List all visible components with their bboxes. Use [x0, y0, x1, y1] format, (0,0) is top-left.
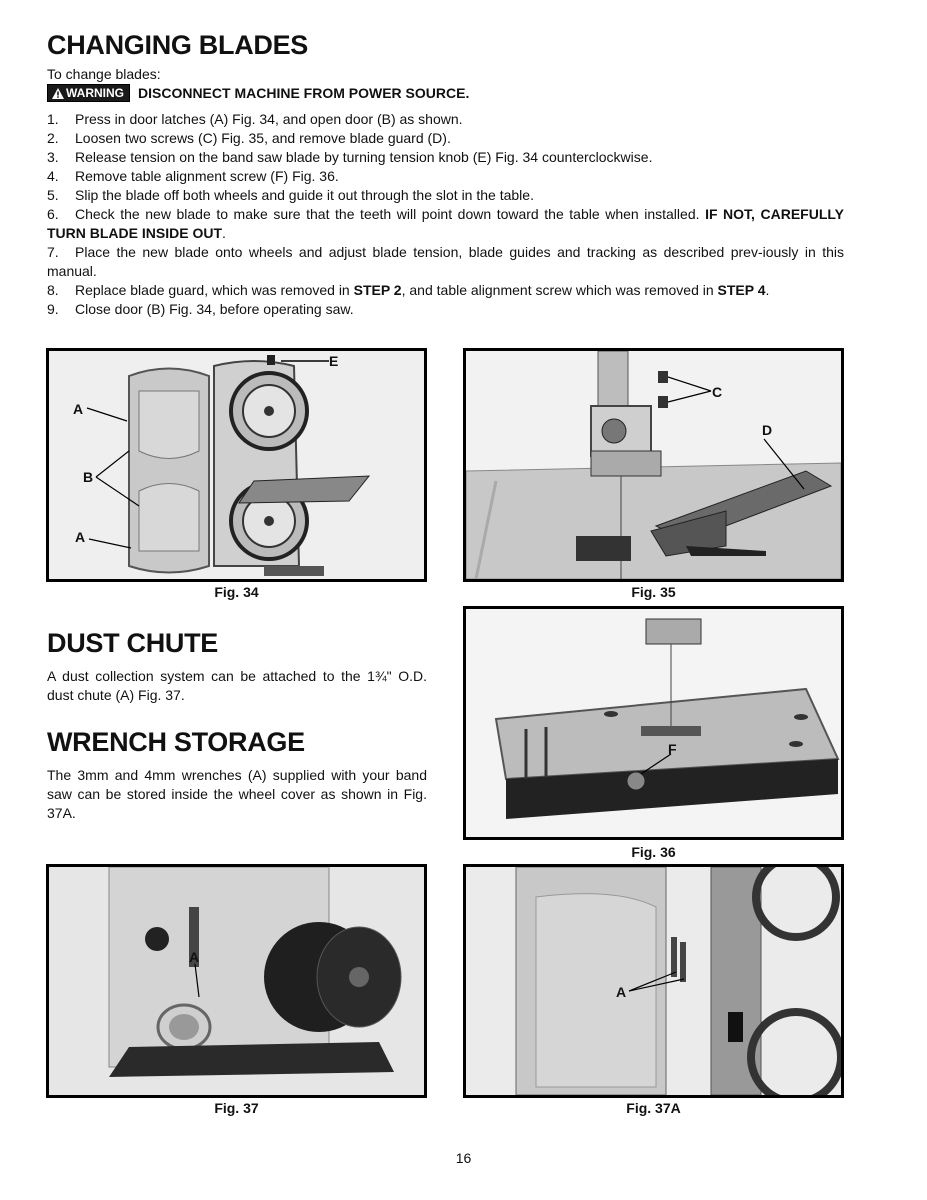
callout-a-top: A: [73, 401, 84, 417]
section-title-dust-chute: DUST CHUTE: [47, 628, 218, 658]
figure-37a-photo: [463, 864, 844, 1098]
figure-37-caption: Fig. 37: [214, 1100, 259, 1116]
warning-triangle-icon: [52, 88, 64, 99]
warning-text: DISCONNECT MACHINE FROM POWER SOURCE.: [138, 85, 470, 101]
step-6: 6. Check the new blade to make sure that the teeth will point down toward the table when installed. IF NOT, CAREFULLY TURN BLADE INSIDE OUT.: [47, 206, 844, 241]
section-title-changing-blades: CHANGING BLADES: [47, 30, 309, 60]
callout-d: D: [762, 422, 773, 438]
step-3: 3. Release tension on the band saw blade by turning tension knob (E) Fig. 34 counterclockwise.: [47, 149, 653, 165]
callout-a-bottom: A: [75, 529, 86, 545]
step-2: 2. Loosen two screws (C) Fig. 35, and remove blade guard (D).: [47, 130, 451, 146]
figure-36-photo: [463, 606, 844, 840]
callout-b: B: [83, 469, 94, 485]
step-7: 7. Place the new blade onto wheels and adjust blade tension, blade guides and tracking as described prev-iously in this manual.: [47, 244, 844, 279]
section-title-wrench-storage: WRENCH STORAGE: [47, 727, 305, 757]
steps-list: [47, 110, 844, 319]
dust-chute-motor-illustration: [49, 867, 424, 1095]
blade-guard-illustration: [466, 351, 841, 579]
callout-f: F: [668, 741, 677, 757]
figure-35-photo: [463, 348, 844, 582]
step-9: 9. Close door (B) Fig. 34, before operating saw.: [47, 301, 354, 317]
band-saw-open-door-illustration: [49, 351, 424, 579]
intro-text: To change blades:: [47, 66, 161, 82]
dust-chute-text: A dust collection system can be attached to the 1¾" O.D. dust chute (A) Fig. 37.: [47, 668, 427, 703]
figure-35-caption: Fig. 35: [631, 584, 676, 600]
figure-37-photo: [46, 864, 427, 1098]
wrench-storage-illustration: [466, 867, 841, 1095]
step-4: 4. Remove table alignment screw (F) Fig. 36.: [47, 168, 339, 184]
step-5: 5. Slip the blade off both wheels and guide it out through the slot in the table.: [47, 187, 534, 203]
callout-a: A: [189, 949, 200, 965]
page-number: 16: [455, 1150, 472, 1166]
callout-c: C: [712, 384, 723, 400]
step-1: 1. Press in door latches (A) Fig. 34, and open door (B) as shown.: [47, 111, 463, 127]
warning-badge: [47, 84, 130, 102]
wrench-storage-text: The 3mm and 4mm wrenches (A) supplied with your band saw can be stored inside the wheel cover as shown in Fig. 37A.: [47, 767, 427, 821]
warning-line: [47, 84, 469, 102]
callout-e: E: [329, 353, 339, 369]
figure-34-photo: [46, 348, 427, 582]
figure-34-caption: Fig. 34: [214, 584, 259, 600]
figure-36-caption: Fig. 36: [631, 844, 676, 860]
table-alignment-illustration: [466, 609, 841, 837]
warning-badge-label: WARNING: [66, 86, 124, 100]
step-8: 8. Replace blade guard, which was removed in STEP 2, and table alignment screw which was removed in STEP 4.: [47, 282, 770, 298]
figure-37a-caption: Fig. 37A: [626, 1100, 681, 1116]
callout-a: A: [616, 984, 627, 1000]
